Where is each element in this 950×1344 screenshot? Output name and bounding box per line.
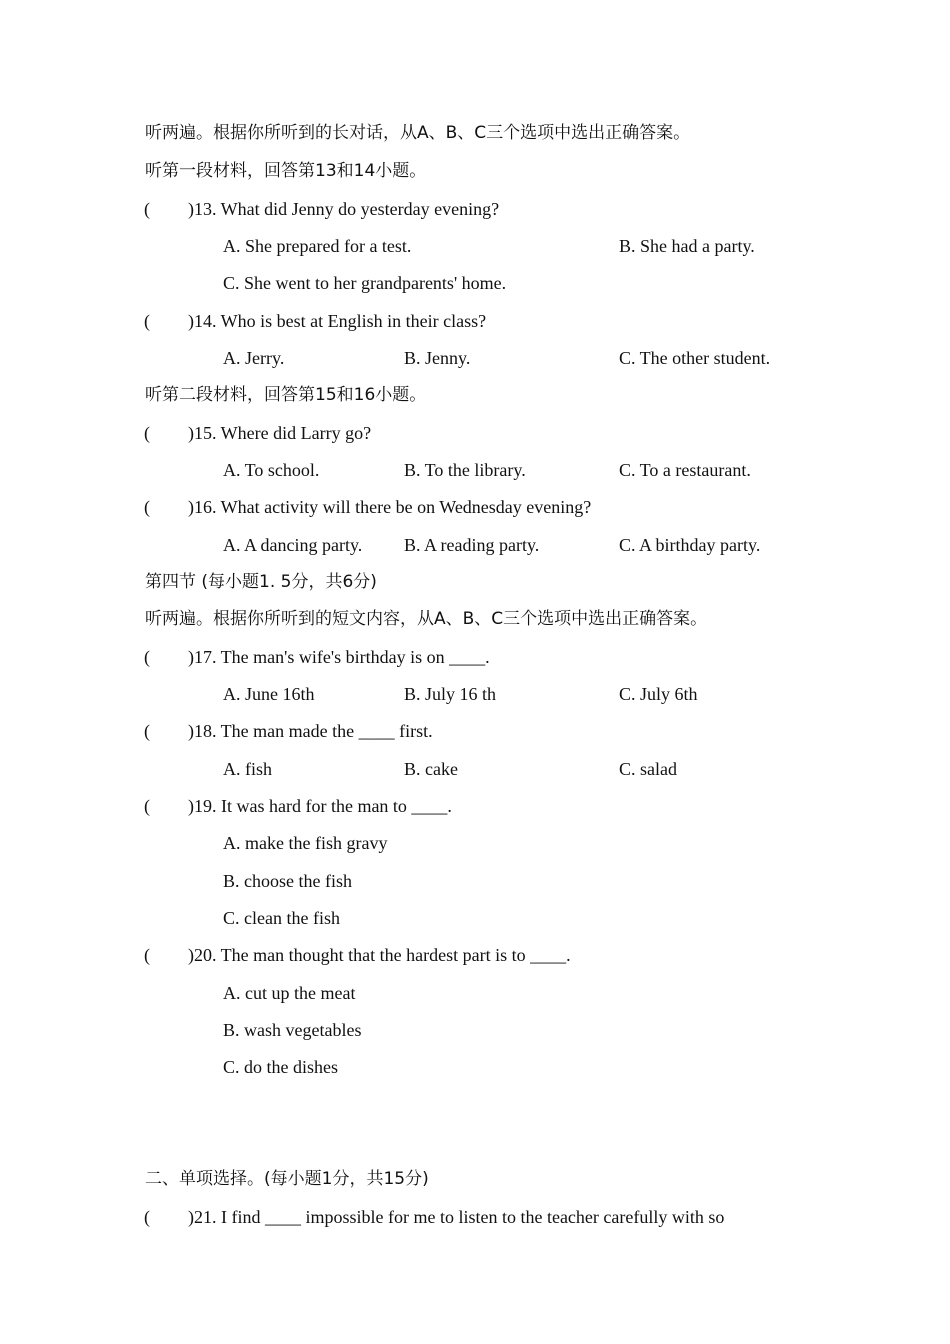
- question-21-stem: )21. I find ____ impossible for me to listen to the teacher carefully with so: [188, 1207, 725, 1227]
- question-15-stem: )15. Where did Larry go?: [188, 423, 372, 443]
- question-18-stem: )18. The man made the ____ first.: [188, 721, 433, 741]
- option-17-a: A. June 16th: [223, 684, 315, 704]
- question-14-stem: )14. Who is best at English in their class?: [188, 311, 487, 331]
- option-18-c: C. salad: [619, 759, 677, 779]
- question-17-stem: )17. The man's wife's birthday is on ____.: [188, 647, 490, 667]
- question-16-stem: )16. What activity will there be on Wednesday evening?: [188, 497, 592, 517]
- section-title-2-text: 二、单项选择。(每小题1分，共15分): [145, 1169, 429, 1189]
- answer-blank-19[interactable]: (: [144, 796, 150, 816]
- answer-blank-16[interactable]: (: [144, 497, 150, 517]
- option-13-c: C. She went to her grandparents' home.: [223, 273, 507, 293]
- question-19-stem: )19. It was hard for the man to ____.: [188, 796, 452, 816]
- option-20-c: C. do the dishes: [223, 1057, 338, 1077]
- option-14-c: C. The other student.: [619, 348, 771, 368]
- answer-blank-18[interactable]: (: [144, 721, 150, 741]
- option-18-a: A. fish: [223, 759, 272, 779]
- option-16-c: C. A birthday party.: [619, 535, 761, 555]
- option-17-b: B. July 16 th: [404, 684, 497, 704]
- question-13-stem: )13. What did Jenny do yesterday evening?: [188, 199, 500, 219]
- instruction-text: 听两遍。根据你所听到的长对话，从A、B、C三个选项中选出正确答案。: [145, 123, 691, 143]
- option-19-c: C. clean the fish: [223, 908, 340, 928]
- option-15-c: C. To a restaurant.: [619, 460, 751, 480]
- option-16-a: A. A dancing party.: [223, 535, 363, 555]
- question-20-stem: )20. The man thought that the hardest part is to ____.: [188, 945, 571, 965]
- passage-heading-text: 听第一段材料，回答第13和14小题。: [145, 161, 427, 181]
- option-20-a: A. cut up the meat: [223, 983, 356, 1003]
- section-title-4-text: 第四节 (每小题1. 5分，共6分): [145, 572, 377, 592]
- option-14-a: A. Jerry.: [223, 348, 285, 368]
- answer-blank-17[interactable]: (: [144, 647, 150, 667]
- answer-blank-20[interactable]: (: [144, 945, 150, 965]
- answer-blank-21[interactable]: (: [144, 1207, 150, 1227]
- option-17-c: C. July 6th: [619, 684, 698, 704]
- option-15-a: A. To school.: [223, 460, 320, 480]
- instruction-text-2: 听两遍。根据你所听到的短文内容，从A、B、C三个选项中选出正确答案。: [145, 609, 708, 629]
- answer-blank-13[interactable]: (: [144, 199, 150, 219]
- option-20-b: B. wash vegetables: [223, 1020, 362, 1040]
- option-16-b: B. A reading party.: [404, 535, 540, 555]
- option-13-b: B. She had a party.: [619, 236, 755, 256]
- option-19-b: B. choose the fish: [223, 871, 352, 891]
- option-18-b: B. cake: [404, 759, 458, 779]
- answer-blank-15[interactable]: (: [144, 423, 150, 443]
- passage-heading-text-2: 听第二段材料，回答第15和16小题。: [145, 385, 427, 405]
- option-13-a: A. She prepared for a test.: [223, 236, 412, 256]
- option-15-b: B. To the library.: [404, 460, 526, 480]
- option-14-b: B. Jenny.: [404, 348, 471, 368]
- answer-blank-14[interactable]: (: [144, 311, 150, 331]
- option-19-a: A. make the fish gravy: [223, 833, 388, 853]
